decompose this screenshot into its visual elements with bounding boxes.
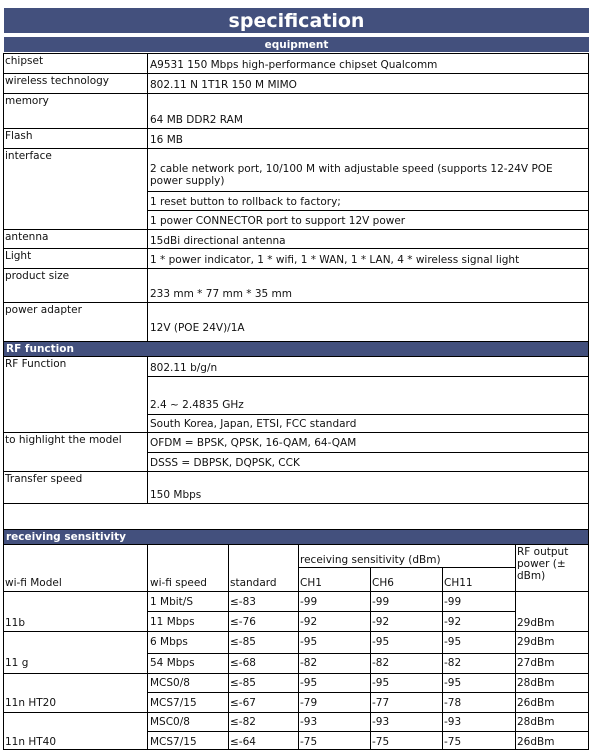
spec-value-ofdm: OFDM = BPSK, QPSK, 16-QAM, 64-QAM (150, 437, 357, 449)
spec-label-highlight-model: to highlight the model (5, 434, 122, 446)
cell-standard: ≤-76 (230, 616, 256, 628)
spec-label-flash: Flash (5, 130, 33, 142)
spec-value-interface-reset: 1 reset button to rollback to factory; (150, 196, 341, 208)
cell-ch6: -77 (372, 697, 390, 709)
spec-value-product-size: 233 mm * 77 mm * 35 mm (150, 288, 292, 300)
cell-ch6: -75 (372, 736, 390, 748)
cell-standard: ≤-64 (230, 736, 256, 748)
spec-value-chipset: A9531 150 Mbps high-performance chipset Qualcomm (150, 59, 438, 71)
spec-value-light: 1 * power indicator, 1 * wifi, 1 * WAN, 1 * LAN, 4 * wireless signal light (150, 254, 520, 266)
page-title: specification (4, 8, 589, 33)
cell-model-11n-ht40: 11n HT40 (5, 736, 57, 748)
cell-ch6: -95 (372, 677, 390, 689)
cell-power: 29dBm (517, 617, 555, 629)
spec-value-memory: 64 MB DDR2 RAM (150, 114, 243, 126)
cell-ch6: -95 (372, 636, 390, 648)
cell-standard: ≤-67 (230, 697, 256, 709)
cell-power: 28dBm (517, 716, 555, 728)
column-header-ch6: CH6 (372, 577, 394, 589)
cell-ch1: -75 (300, 736, 318, 748)
cell-model-11n-ht20: 11n HT20 (5, 697, 57, 709)
spec-label-light: Light (5, 250, 32, 262)
cell-ch11: -82 (444, 657, 462, 669)
cell-ch1: -99 (300, 596, 318, 608)
cell-model-11b: 11b (5, 617, 26, 629)
column-header-ch1: CH1 (300, 577, 322, 589)
column-header-speed: wi-fi speed (150, 577, 207, 589)
column-header-power: RF output power (± dBm) (517, 546, 569, 582)
spec-label-interface: interface (5, 150, 52, 162)
spec-label-chipset: chipset (5, 55, 44, 67)
cell-ch1: -93 (300, 716, 318, 728)
column-header-model: wi-fi Model (5, 577, 62, 589)
cell-speed: MCS7/15 (150, 697, 197, 709)
cell-ch11: -75 (444, 736, 462, 748)
cell-ch6: -93 (372, 716, 390, 728)
spec-value-rf-frequency: 2.4 ~ 2.4835 GHz (150, 399, 244, 411)
cell-ch11: -95 (444, 677, 462, 689)
cell-standard: ≤-83 (230, 596, 256, 608)
spec-value-rf-region: South Korea, Japan, ETSI, FCC standard (150, 418, 357, 430)
cell-ch6: -92 (372, 616, 390, 628)
cell-ch1: -92 (300, 616, 318, 628)
cell-speed: 6 Mbps (150, 636, 188, 648)
cell-speed: MSC0/8 (150, 716, 190, 728)
spec-value-dsss: DSSS = DBPSK, DQPSK, CCK (150, 457, 300, 469)
spec-value-rf-standard: 802.11 b/g/n (150, 362, 218, 374)
column-header-sensitivity-group: receiving sensitivity (dBm) (300, 554, 441, 566)
cell-power: 29dBm (517, 636, 555, 648)
cell-ch6: -82 (372, 657, 390, 669)
cell-ch11: -92 (444, 616, 462, 628)
cell-ch1: -95 (300, 677, 318, 689)
column-header-standard: standard (230, 577, 277, 589)
cell-ch11: -99 (444, 596, 462, 608)
cell-speed: 11 Mbps (150, 616, 195, 628)
cell-speed: 54 Mbps (150, 657, 195, 669)
cell-ch1: -95 (300, 636, 318, 648)
spec-label-product-size: product size (5, 270, 70, 282)
cell-power: 28dBm (517, 677, 555, 689)
spec-value-transfer-speed: 150 Mbps (150, 489, 202, 501)
cell-standard: ≤-85 (230, 677, 256, 689)
cell-speed: 1 Mbit/S (150, 596, 193, 608)
section-header-equipment: equipment (4, 37, 589, 52)
spec-value-antenna: 15dBi directional antenna (150, 235, 286, 247)
spec-value-interface-ports: 2 cable network port, 10/100 M with adjustable speed (supports 12-24V POE power supply) (150, 163, 553, 187)
cell-ch6: -99 (372, 596, 390, 608)
spec-label-transfer-speed: Transfer speed (5, 473, 83, 485)
cell-speed: MCS7/15 (150, 736, 197, 748)
cell-ch1: -79 (300, 697, 318, 709)
section-header-rf: RF function (4, 341, 589, 356)
spec-value-interface-power: 1 power CONNECTOR port to support 12V power (150, 215, 406, 227)
cell-model-11g: 11 g (5, 657, 29, 669)
cell-ch11: -95 (444, 636, 462, 648)
spec-value-power-adapter: 12V (POE 24V)/1A (150, 322, 245, 334)
spec-label-rf-function: RF Function (5, 358, 67, 370)
cell-power: 26dBm (517, 697, 555, 709)
cell-standard: ≤-68 (230, 657, 256, 669)
cell-power: 26dBm (517, 736, 555, 748)
cell-ch11: -93 (444, 716, 462, 728)
spec-label-memory: memory (5, 95, 49, 107)
column-header-ch11: CH11 (444, 577, 473, 589)
cell-speed: MCS0/8 (150, 677, 190, 689)
cell-standard: ≤-85 (230, 636, 256, 648)
spec-label-antenna: antenna (5, 231, 49, 243)
spec-value-flash: 16 MB (150, 134, 183, 146)
spec-value-wireless-technology: 802.11 N 1T1R 150 M MIMO (150, 79, 297, 91)
section-header-sensitivity: receiving sensitivity (4, 529, 589, 544)
cell-ch11: -78 (444, 697, 462, 709)
cell-power: 27dBm (517, 657, 555, 669)
cell-standard: ≤-82 (230, 716, 256, 728)
spec-label-power-adapter: power adapter (5, 304, 82, 316)
spec-label-wireless-technology: wireless technology (5, 75, 110, 87)
cell-ch1: -82 (300, 657, 318, 669)
